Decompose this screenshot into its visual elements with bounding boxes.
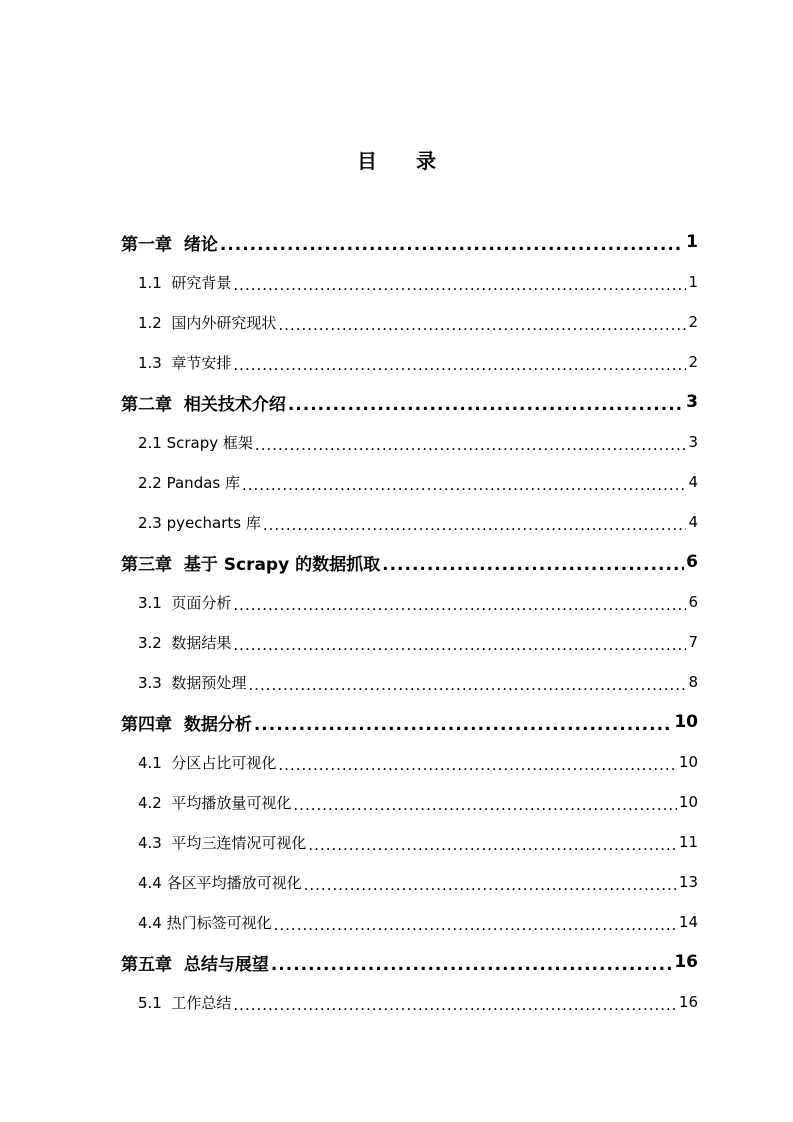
toc-page-number: 2 (688, 353, 698, 371)
dot-leader (233, 638, 686, 653)
toc-section-2-2[interactable] (121, 462, 698, 502)
dot-leader (271, 957, 672, 974)
toc-section-4-3[interactable] (121, 822, 698, 862)
toc-section-2-3[interactable] (121, 502, 698, 542)
toc-chapter-4[interactable] (121, 702, 698, 742)
toc-entry-text: 2.2 Pandas 库 (138, 473, 240, 492)
toc-section-3-3[interactable] (121, 662, 698, 702)
toc-section-4-1[interactable] (121, 742, 698, 782)
dot-leader (304, 878, 677, 893)
toc-page-number: 1 (686, 232, 698, 252)
toc-page-number: 16 (674, 952, 698, 972)
dot-leader (248, 678, 686, 693)
dot-leader (278, 318, 686, 333)
toc-page-number: 16 (678, 993, 698, 1011)
toc-page-number: 13 (678, 873, 698, 891)
toc-page-number: 14 (678, 913, 698, 931)
dot-leader (382, 557, 684, 574)
toc-chapter-5[interactable] (121, 942, 698, 982)
dot-leader (288, 397, 684, 414)
toc-page-number: 1 (688, 273, 698, 291)
toc-page-number: 10 (674, 712, 698, 732)
toc-chapter-1[interactable] (121, 222, 698, 262)
toc-entry-text: 4.4 各区平均播放可视化 (138, 873, 302, 892)
dot-leader (274, 918, 677, 933)
toc-entry-text: 1.1 研究背景 (138, 273, 232, 292)
toc-page-number: 6 (686, 552, 698, 572)
toc-section-2-1[interactable] (121, 422, 698, 462)
toc-entry-text: 5.1 工作总结 (138, 993, 232, 1012)
page-title: 目 录 (357, 149, 452, 173)
dot-leader (255, 438, 687, 453)
toc-page-number: 10 (678, 753, 698, 771)
toc-entry-text: 3.3 数据预处理 (138, 673, 247, 692)
toc-page-number: 7 (688, 633, 698, 651)
toc-entry-text: 2.3 pyecharts 库 (138, 513, 261, 532)
toc-section-1-1[interactable] (121, 262, 698, 302)
toc-page-number: 8 (688, 673, 698, 691)
toc-section-3-1[interactable] (121, 582, 698, 622)
toc-entry-text: 2.1 Scrapy 框架 (138, 433, 253, 452)
toc-page-number: 3 (686, 392, 698, 412)
dot-leader (254, 717, 672, 734)
toc-entry-text: 3.1 页面分析 (138, 593, 232, 612)
toc-page-number: 10 (678, 793, 698, 811)
dot-leader (233, 278, 686, 293)
dot-leader (233, 998, 677, 1013)
toc-entry-text: 第三章 基于 Scrapy 的数据抓取 (121, 554, 381, 575)
dot-leader (233, 598, 686, 613)
dot-leader (293, 798, 677, 813)
dot-leader (233, 358, 686, 373)
toc-section-4-2[interactable] (121, 782, 698, 822)
table-of-contents (121, 222, 698, 1022)
toc-page-number: 11 (678, 833, 698, 851)
toc-section-4-4b[interactable] (121, 902, 698, 942)
toc-section-1-2[interactable] (121, 302, 698, 342)
toc-page-number: 3 (688, 433, 698, 451)
toc-page-number: 4 (688, 513, 698, 531)
toc-section-4-4a[interactable] (121, 862, 698, 902)
toc-entry-text: 4.4 热门标签可视化 (138, 913, 272, 932)
toc-entry-text: 第四章 数据分析 (121, 714, 252, 735)
toc-entry-text: 1.3 章节安排 (138, 353, 232, 372)
toc-entry-text: 4.2 平均播放量可视化 (138, 793, 292, 812)
dot-leader (242, 478, 686, 493)
toc-entry-text: 第五章 总结与展望 (121, 954, 269, 975)
toc-entry-text: 第一章 绪论 (121, 234, 218, 255)
toc-page-number: 6 (688, 593, 698, 611)
toc-page-number: 4 (688, 473, 698, 491)
toc-entry-text: 3.2 数据结果 (138, 633, 232, 652)
dot-leader (220, 237, 684, 254)
toc-entry-text: 第二章 相关技术介绍 (121, 394, 286, 415)
toc-entry-text: 4.3 平均三连情况可视化 (138, 833, 307, 852)
toc-entry-text: 1.2 国内外研究现状 (138, 313, 277, 332)
toc-section-3-2[interactable] (121, 622, 698, 662)
dot-leader (263, 518, 687, 533)
toc-section-1-3[interactable] (121, 342, 698, 382)
toc-chapter-2[interactable] (121, 382, 698, 422)
toc-entry-text: 4.1 分区占比可视化 (138, 753, 277, 772)
dot-leader (278, 758, 677, 773)
toc-section-5-1[interactable] (121, 982, 698, 1022)
toc-page-number: 2 (688, 313, 698, 331)
toc-chapter-3[interactable] (121, 542, 698, 582)
dot-leader (308, 838, 677, 853)
